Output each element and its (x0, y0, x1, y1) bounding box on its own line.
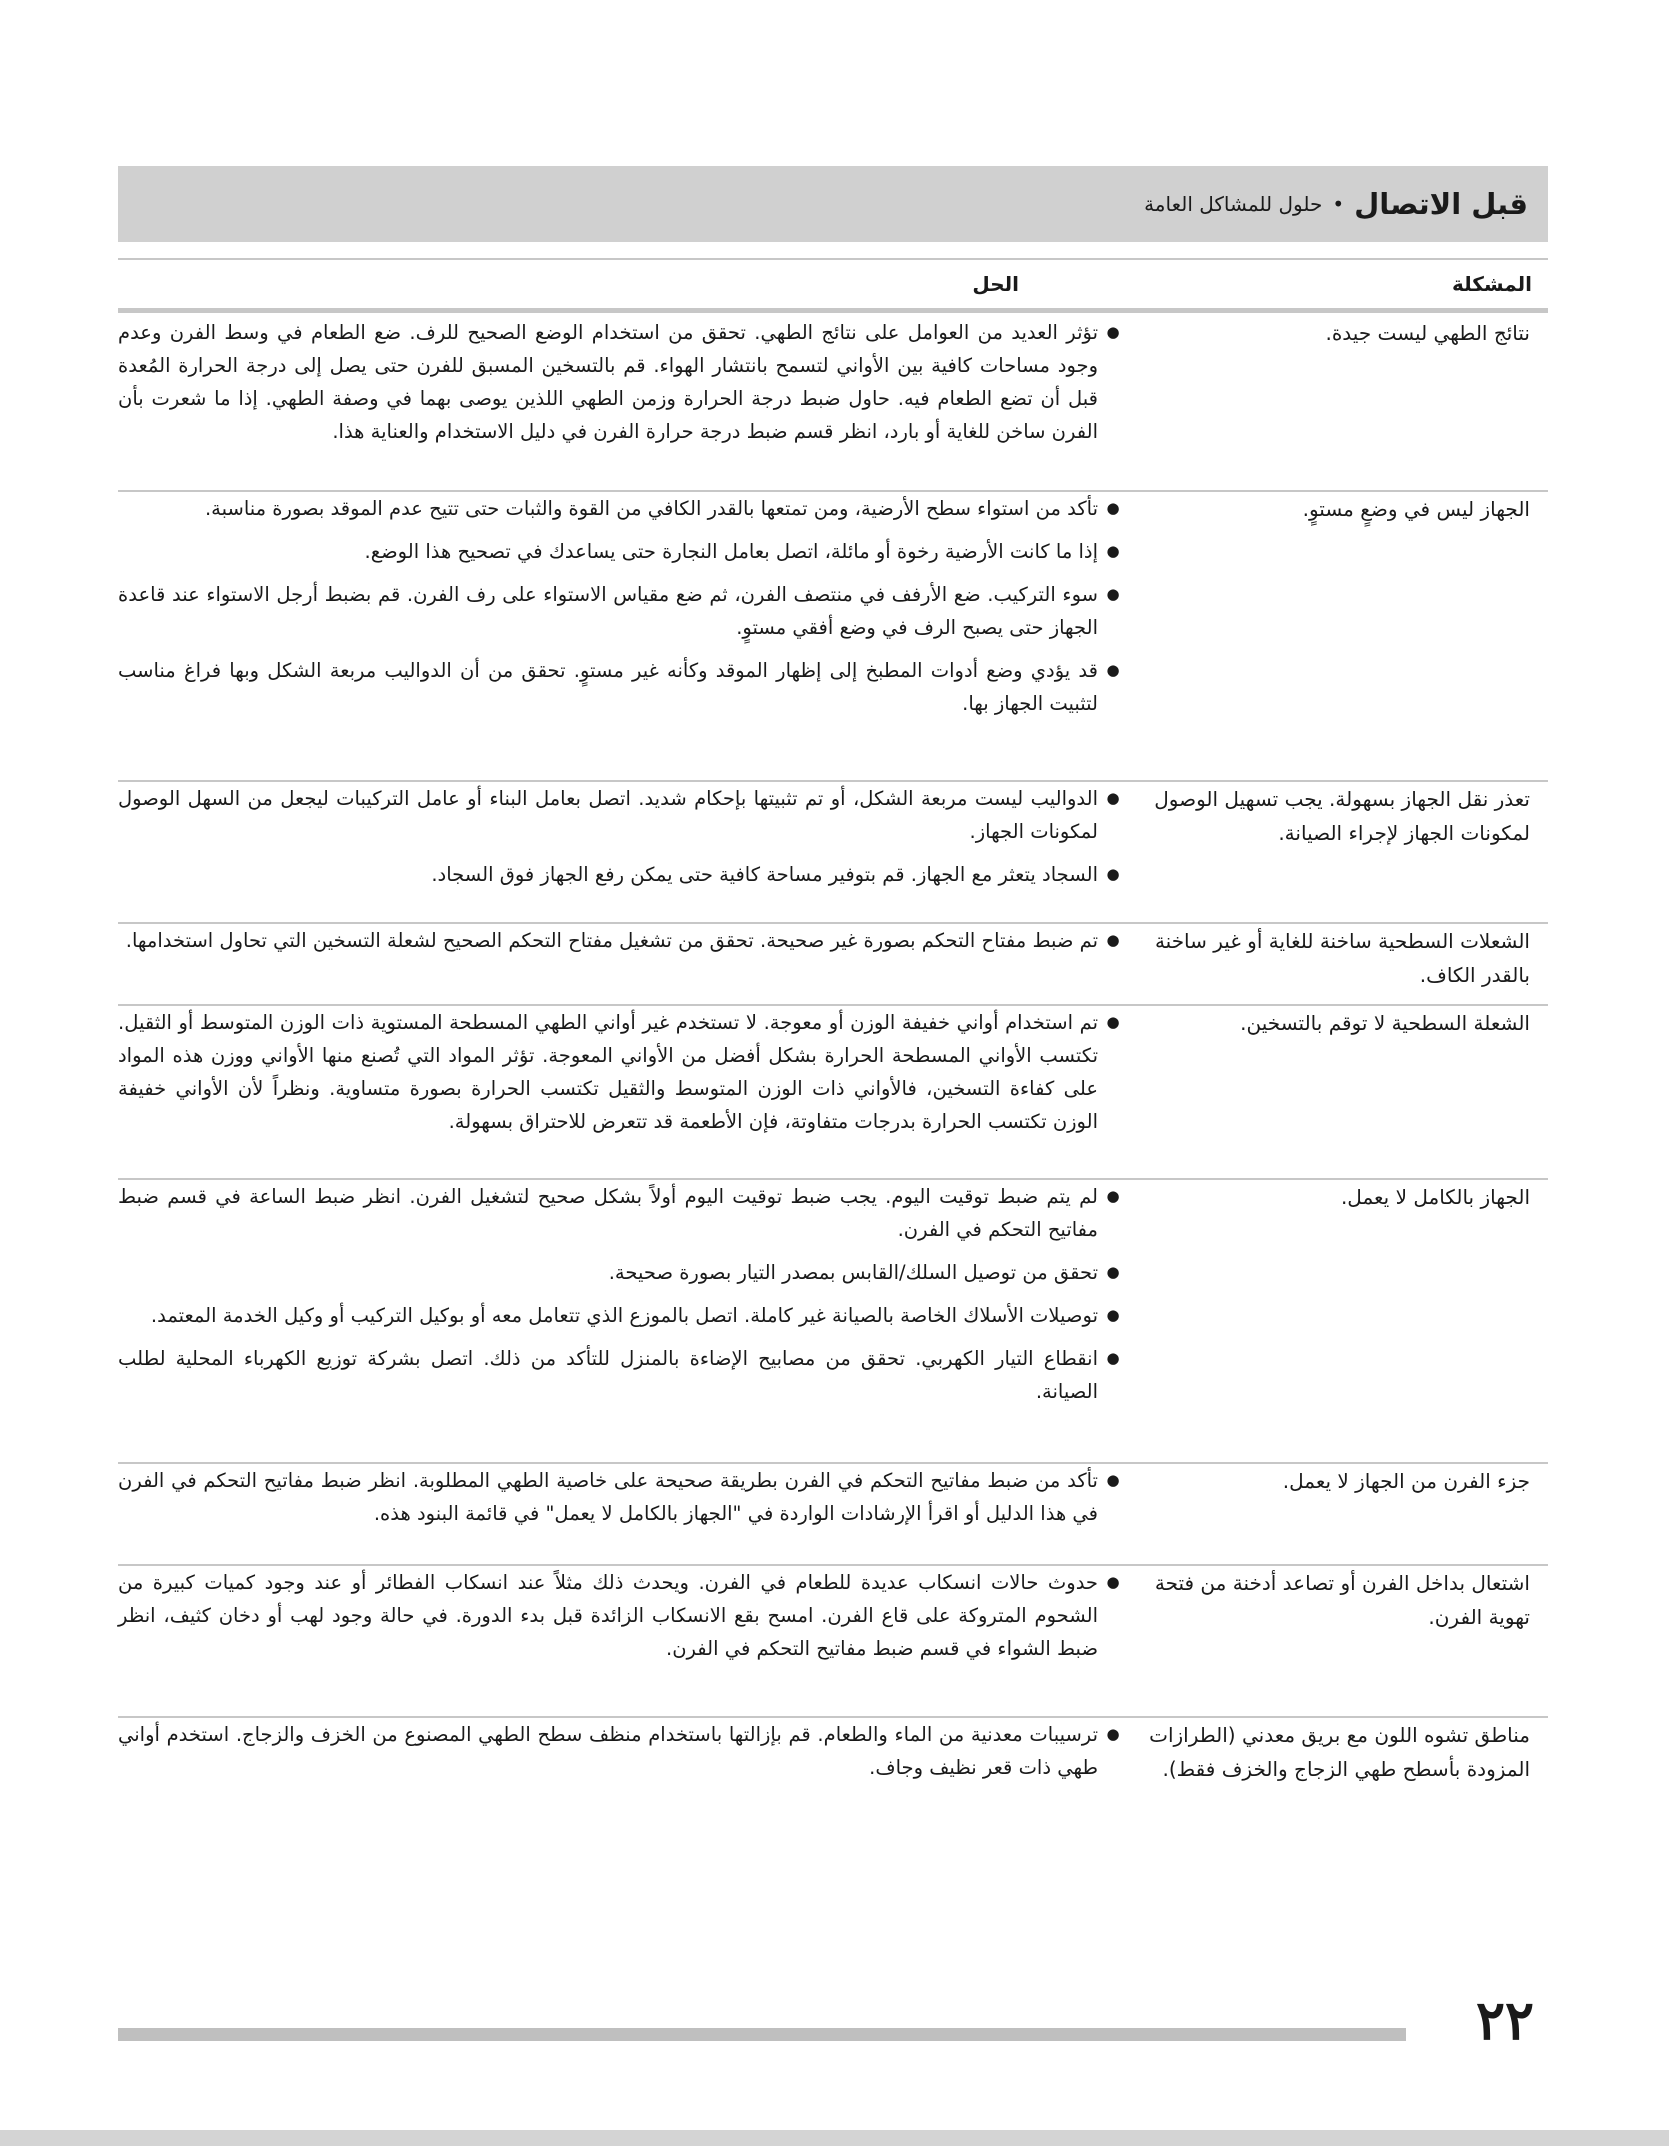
solution-item: ● إذا ما كانت الأرضية رخوة أو مائلة، اتصل بعامل النجارة حتى يساعدك في تصحيح هذا الوضع. (118, 535, 1128, 568)
bullet-icon: ● (1106, 865, 1120, 883)
bullet-icon: ● (1106, 1306, 1120, 1324)
solution-cell (118, 492, 1128, 730)
bullet-icon: ● (1106, 585, 1120, 603)
table-row (118, 782, 1548, 924)
solution-cell (118, 316, 1128, 458)
table-row (118, 924, 1548, 1006)
bullet-icon: ● (1106, 323, 1120, 341)
table-row (118, 316, 1548, 492)
problem-cell: الشعلات السطحية ساخنة للغاية أو غير ساخنة بالقدر الكاف. (1154, 929, 1530, 987)
solution-item: ● الدواليب ليست مربعة الشكل، أو تم تثبيتها بإحكام شديد. اتصل بعامل البناء أو عامل التركيبات ليجعل من السهل الوصول لمكونات الجهاز. (118, 782, 1128, 848)
problem-cell: نتائج الطهي ليست جيدة. (1325, 321, 1530, 345)
title-separator: • (1332, 192, 1345, 216)
table-row (118, 1006, 1548, 1180)
solution-cell (118, 1464, 1128, 1540)
solution-item: ● انقطاع التيار الكهربي. تحقق من مصابيح الإضاءة بالمنزل للتأكد من ذلك. اتصل بشركة توزيع الكهرباء المحلية لطلب الصيانة. (118, 1342, 1128, 1408)
solution-item: ● تم استخدام أواني خفيفة الوزن أو معوجة. لا تستخدم غير أواني الطهي المسطحة المستوية ذات الوزن المتوسط أو الثقيل. تكتسب الأواني المسطحة الحرارة بشكل أفضل من الأواني المعوجة. تؤثر المواد التي تُصنع منها الأواني ووزن هذه المواد على كفاءة التسخين، فالأواني ذات الوزن المتوسط والثقيل تكتسب الحرارة بصورة متساوية. ونظراً لأن الأواني خفيفة الوزن تكتسب الحرارة بدرجات متفاوتة، فإن الأطعمة قد تتعرض للاحتراق بسهولة. (118, 1006, 1128, 1138)
problem-cell: اشتعال بداخل الفرن أو تصاعد أدخنة من فتحة تهوية الفرن. (1154, 1571, 1530, 1629)
solution-item: ● تؤثر العديد من العوامل على نتائج الطهي. تحقق من استخدام الوضع الصحيح للرف. ضع الطعام في وسط الفرن وعدم وجود مساحات كافية بين الأواني لتسمح بانتشار الهواء. قم بالتسخين المسبق للفرن حتى يصل إلى درجة الحرارة المُعدة قبل أن تضع الطعام فيه. حاول ضبط درجة الحرارة وزمن الطهي اللذين يوصى بهما في وصفة الطهي. إذا ما شعرت بأن الفرن ساخن للغاية أو بارد، انظر قسم ضبط درجة حرارة الفرن في دليل الاستخدام والعناية هذا. (118, 316, 1128, 448)
header-rule-bottom (118, 308, 1548, 313)
header-bar (118, 166, 1548, 242)
solution-item: ● توصيلات الأسلاك الخاصة بالصيانة غير كاملة. اتصل بالموزع الذي تتعامل معه أو بوكيل التركيب أو وكيل الخدمة المعتمد. (118, 1299, 1128, 1332)
bullet-icon: ● (1106, 1263, 1120, 1281)
bullet-icon: ● (1106, 542, 1120, 560)
bullet-icon: ● (1106, 1573, 1120, 1591)
page-number: ٢٢ (1476, 1988, 1535, 2052)
solution-cell (118, 924, 1128, 967)
problem-cell: الجهاز بالكامل لا يعمل. (1340, 1185, 1530, 1209)
solution-cell (118, 782, 1128, 901)
section-title: قبل الاتصال (1354, 187, 1528, 221)
solution-cell (118, 1180, 1128, 1418)
table-row (118, 1464, 1548, 1566)
solution-cell (118, 1006, 1128, 1148)
bullet-icon: ● (1106, 931, 1120, 949)
solution-item: ● سوء التركيب. ضع الأرفف في منتصف الفرن، ثم ضع مقياس الاستواء على رف الفرن. قم بضبط أرجل الاستواء عند قاعدة الجهاز حتى يصبح الرف في وضع أفقي مستوٍ. (118, 578, 1128, 644)
solution-item: ● تأكد من استواء سطح الأرضية، ومن تمتعها بالقدر الكافي من القوة والثبات حتى تتيح عدم الموقد بصورة مناسبة. (118, 492, 1128, 525)
solution-item: ● السجاد يتعثر مع الجهاز. قم بتوفير مساحة كافية حتى يمكن رفع الجهاز فوق السجاد. (118, 858, 1128, 891)
troubleshooting-table (118, 316, 1548, 1808)
footer-bar (118, 2028, 1406, 2041)
solution-item: ● حدوث حالات انسكاب عديدة للطعام في الفرن. ويحدث ذلك مثلاً عند انسكاب الفطائر أو عند وجود كميات كبيرة من الشحوم المتروكة على قاع الفرن. امسح بقع الانسكاب الزائدة قبل بدء الدورة. في حالة وجود لهب أو دخان كثيف، انظر ضبط الشواء في قسم ضبط مفاتيح التحكم في الفرن. (118, 1566, 1128, 1665)
table-row (118, 492, 1548, 782)
problem-cell: الشعلة السطحية لا توقم بالتسخين. (1240, 1011, 1530, 1035)
solution-item: ● ترسيبات معدنية من الماء والطعام. قم بإزالتها باستخدام منظف سطح الطهي المصنوع من الخزف والزجاج. استخدم أواني طهي ذات قعر نظيف وجاف. (118, 1718, 1128, 1784)
solution-cell (118, 1566, 1128, 1675)
solution-cell (118, 1718, 1128, 1794)
table-row (118, 1566, 1548, 1718)
bullet-icon: ● (1106, 789, 1120, 807)
problem-cell: مناطق تشوه اللون مع بريق معدني (الطرازات المزودة بأسطح طهي الزجاج والخزف فقط). (1149, 1723, 1530, 1781)
table-row (118, 1180, 1548, 1464)
table-row (118, 1718, 1548, 1808)
section-subtitle: حلول للمشاكل العامة (1144, 192, 1323, 216)
bullet-icon: ● (1106, 1349, 1120, 1367)
problem-cell: جزء الفرن من الجهاز لا يعمل. (1282, 1469, 1530, 1493)
problem-cell: تعذر نقل الجهاز بسهولة. يجب تسهيل الوصول لمكونات الجهاز لإجراء الصيانة. (1154, 787, 1530, 845)
solution-item: ● تأكد من ضبط مفاتيح التحكم في الفرن بطريقة صحيحة على خاصية الطهي المطلوبة. انظر ضبط مفاتيح التحكم في الفرن في هذا الدليل أو اقرأ الإرشادات الواردة في "الجهاز بالكامل لا يعمل" في قائمة البنود هذه. (118, 1464, 1128, 1530)
bullet-icon: ● (1106, 499, 1120, 517)
column-header-problem: المشكلة (1451, 272, 1532, 296)
solution-item: ● تحقق من توصيل السلك/القابس بمصدر التيار بصورة صحيحة. (118, 1256, 1128, 1289)
bullet-icon: ● (1106, 1013, 1120, 1031)
bullet-icon: ● (1106, 661, 1120, 679)
bottom-strip (0, 2130, 1669, 2146)
bullet-icon: ● (1106, 1471, 1120, 1489)
bullet-icon: ● (1106, 1187, 1120, 1205)
solution-item: ● لم يتم ضبط توقيت اليوم. يجب ضبط توقيت اليوم أولاً بشكل صحيح لتشغيل الفرن. انظر ضبط الساعة في قسم ضبط مفاتيح التحكم في الفرن. (118, 1180, 1128, 1246)
header-rule-top (118, 258, 1548, 260)
bullet-icon: ● (1106, 1725, 1120, 1743)
problem-cell: الجهاز ليس في وضعٍ مستوٍ. (1302, 497, 1530, 521)
column-header-solution: الحل (972, 272, 1019, 296)
solution-item: ● تم ضبط مفتاح التحكم بصورة غير صحيحة. تحقق من تشغيل مفتاح التحكم الصحيح لشعلة التسخين التي تحاول استخدامها. (118, 924, 1128, 957)
solution-item: ● قد يؤدي وضع أدوات المطبخ إلى إظهار الموقد وكأنه غير مستوٍ. تحقق من أن الدواليب مربعة الشكل وبها فراغ مناسب لتثبيت الجهاز بها. (118, 654, 1128, 720)
